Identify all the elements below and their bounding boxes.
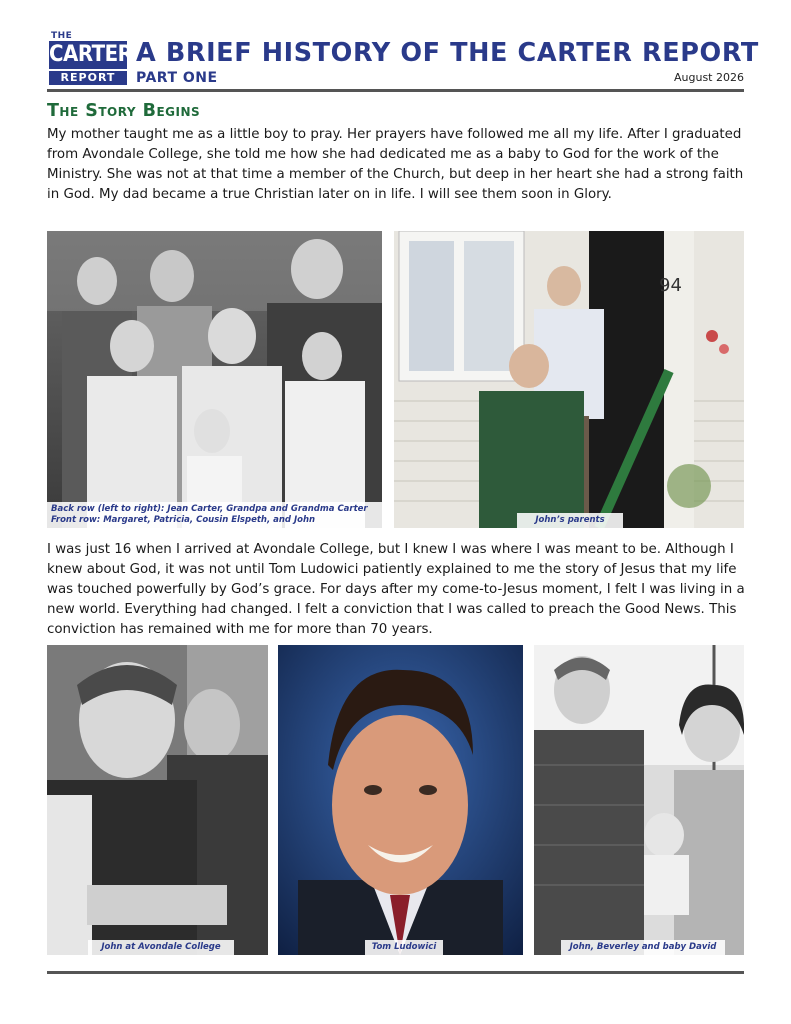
issue-date: August 2026 xyxy=(674,71,744,84)
page-title: A BRIEF HISTORY OF THE CARTER REPORT xyxy=(136,38,759,68)
college-photo-caption: John at Avondale College xyxy=(88,940,234,955)
tom-ludowici-caption: Tom Ludowici xyxy=(365,940,443,955)
parents-photo-image xyxy=(394,231,744,528)
john-family-caption: John, Beverley and baby David xyxy=(561,940,725,955)
family-photo-caption: Back row (left to right): Jean Carter, Grandpa and Grandma Carter Front row: Margaret, Patricia, Cousin Elspeth, and John xyxy=(47,502,382,528)
john-family-photo-image xyxy=(534,645,744,955)
part-subtitle: PART ONE xyxy=(136,70,218,86)
college-photo xyxy=(47,645,268,955)
logo-report: REPORT xyxy=(49,71,127,85)
logo-the: THE xyxy=(51,31,73,41)
family-photo-image xyxy=(47,231,382,528)
footer-divider xyxy=(47,971,744,974)
conversion-paragraph: I was just 16 when I arrived at Avondale College, but I knew I was where I was meant to be. Although I knew about God, it was not until Tom Ludowici patiently explained to me the story of Jesus that my life was touched powerfully by God’s grace. For days after my come-to-Jesus moment, I felt I was living in a new world. Everything had changed. I felt a conviction that I was called to preach the Good News. This conviction has remained with me for more than 70 years. xyxy=(47,542,745,637)
intro-paragraph: My mother taught me as a little boy to pray. Her prayers have followed me all my life. After I graduated from Avondale College, she told me how she had dedicated me as a baby to God for the work of the Ministry. She was not at that time a member of the Church, but deep in her heart she had a strong faith in God. My dad became a true Christian later on in life. I will see them soon in Glory. xyxy=(47,127,744,202)
tom-ludowici-photo xyxy=(278,645,523,955)
logo-carter: CARTER xyxy=(49,42,133,67)
john-family-photo xyxy=(534,645,744,955)
house-number: 94 xyxy=(659,275,682,296)
family-photo xyxy=(47,231,382,528)
header-divider xyxy=(47,89,744,92)
carter-report-logo xyxy=(49,31,133,85)
tom-ludowici-photo-image xyxy=(278,645,523,955)
college-photo-image xyxy=(47,645,268,955)
section-heading: The Story Begins xyxy=(47,101,201,121)
parents-photo-caption: John’s parents xyxy=(517,513,623,528)
parents-photo xyxy=(394,231,744,528)
